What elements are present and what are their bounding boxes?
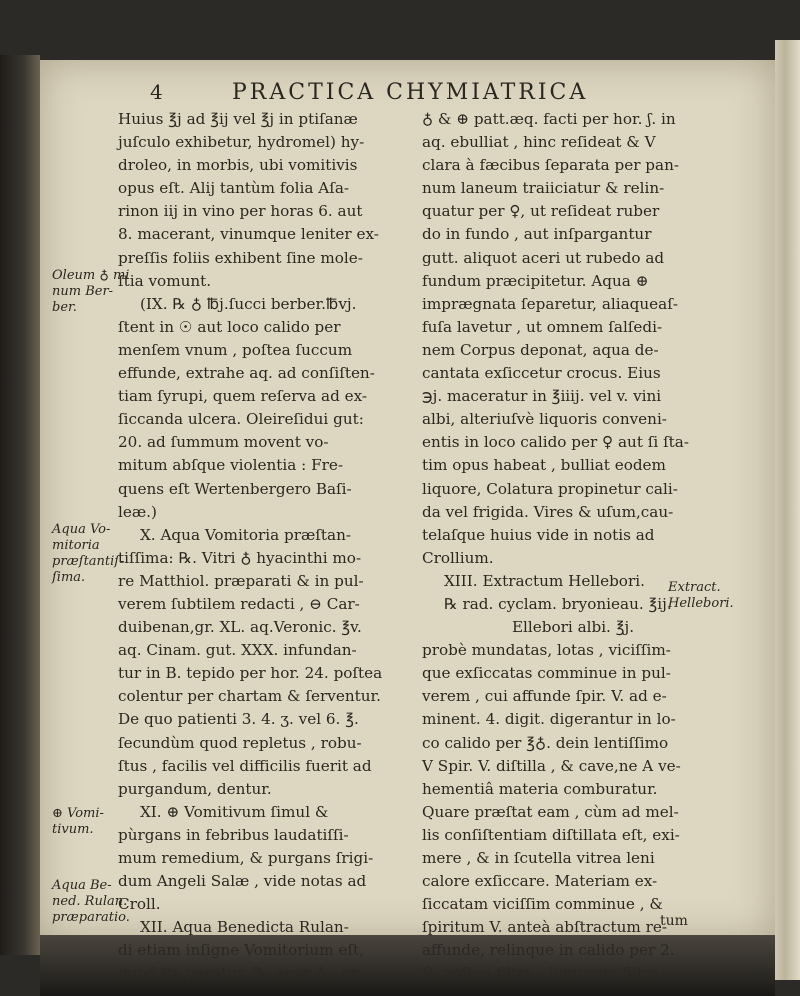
text-line: ſiccatam viciſſim comminue , & xyxy=(422,895,663,914)
margin-note-line: Aqua Vo- xyxy=(52,522,111,537)
margin-note-line: præparatio. xyxy=(52,910,130,925)
text-line: opus eſt. Alij tantùm folia Aſa- xyxy=(118,179,350,198)
text-line: purgandum, dentur. xyxy=(118,779,272,798)
text-line: da vel frigida. Vires & uſum,cau- xyxy=(422,502,674,521)
text-line: droleo, in morbis, ubi vomitivis xyxy=(118,156,358,175)
text-line: co calido per ℥♁. dein lentiſſimo xyxy=(422,733,669,752)
text-line: mere , & in ſcutella vitrea leni xyxy=(422,849,655,867)
text-line: cantata exſiccetur crocus. Eius xyxy=(422,364,661,383)
text-line: ſtent in ☉ aut loco calido per xyxy=(118,317,341,336)
text-line: affunde, relinque in calido per 2. xyxy=(422,941,675,960)
page-edge xyxy=(775,40,800,980)
text-line: ♀, poſtea filtra , liquorem filtra- xyxy=(422,964,665,983)
book-gutter-shadow xyxy=(0,55,40,955)
text-line: verem , cui affunde ſpir. V. ad e- xyxy=(422,687,667,706)
text-line: albi, alteriuſvè liquoris conveni- xyxy=(422,410,667,429)
text-line: Croll. xyxy=(118,895,161,914)
text-line: XI. ⊕ Vomitivum ſimul & xyxy=(140,802,329,821)
margin-note-line: Hellebori. xyxy=(668,596,734,611)
text-line: 20. ad ſummum movent vo- xyxy=(118,433,329,452)
text-line: ℈j. maceratur in ℥iiij. vel v. vini xyxy=(422,387,662,406)
text-line: re Matthiol. præparati & in pul- xyxy=(118,571,364,590)
text-line: calore exſiccare. Materiam ex- xyxy=(422,872,658,891)
page-number: 4 xyxy=(150,80,166,104)
text-line: De quo patienti 3. 4. ʒ. vel 6. ℥. xyxy=(118,710,359,729)
margin-note-line: ⊕ Vomi- xyxy=(52,806,104,821)
text-line: imprægnata ſeparetur, aliaqueaſ- xyxy=(422,294,678,313)
text-line: aq. Cinam. gut. XXX. infundan- xyxy=(118,641,357,660)
text-line: tiam ſyrupi, quem reſerva ad ex- xyxy=(118,387,368,406)
text-line: nem Corpus deponat, aqua de- xyxy=(422,340,659,359)
margin-note-line: num Ber- xyxy=(52,284,114,299)
margin-note-aqua-benedicta xyxy=(52,878,130,926)
text-line: quens eſt Wertenbergero Baſi- xyxy=(118,479,352,498)
text-line: entis in loco calido per ♀ aut ſi ſta- xyxy=(422,433,689,452)
text-line: ſtia vomunt. xyxy=(118,271,212,290)
margin-note-line: Oleum ♁ mi xyxy=(52,268,130,283)
text-line: fuſa lavetur , ut omnem ſalſedi- xyxy=(422,317,663,336)
margin-note-line: mitoria xyxy=(52,538,100,553)
margin-note-line: Aqua Be- xyxy=(52,878,112,893)
text-line: telaſque huius vide in notis ad xyxy=(422,525,655,544)
text-line: colentur per chartam & ſerventur. xyxy=(118,687,381,706)
text-line: juſculo exhibetur, hydromel) hy- xyxy=(118,133,365,152)
text-line: lis conſiſtentiam diſtillata eſt, exi- xyxy=(422,825,680,844)
text-line: 8. macerant, vinumque leniter ex- xyxy=(118,225,379,244)
text-line: ſtus , facilis vel difficilis fuerit ad xyxy=(118,756,372,775)
text-line: mitum abſque violentia : Fre- xyxy=(118,456,344,475)
text-line: aq. ebulliat , hinc reſideat & V xyxy=(422,133,656,152)
text-line: Quare præſtat eam , cùm ad mel- xyxy=(422,802,679,821)
margin-note-vomitivum xyxy=(52,806,104,838)
margin-note-extract-hellebori xyxy=(668,580,734,612)
left-text-column xyxy=(118,108,383,986)
text-line: ℞ rad. cyclam. bryonieau. ℥ij. xyxy=(444,594,672,613)
text-line: V Spir. V. diſtilla , & cave,ne A ve- xyxy=(422,756,681,775)
text-line: tiſſima: ℞. Vitri ♁ hyacinthi mo- xyxy=(118,548,362,567)
text-line: hementiâ materia comburatur. xyxy=(422,779,658,798)
text-line: minent. 4. digit. digerantur in lo- xyxy=(422,710,676,729)
text-line: Huius ℥j ad ℥ij vel ℥j in ptiſanæ xyxy=(118,110,358,128)
margin-note-line: Extract. xyxy=(668,580,721,595)
margin-note-line: ſima. xyxy=(52,570,86,585)
text-line: clara à fæcibus ſeparata per pan- xyxy=(422,156,680,175)
margin-note-line: ned. Rulan. xyxy=(52,894,128,909)
text-line: preſſis foliis exhibent ſine mole- xyxy=(118,248,363,267)
text-line: pùrgans in febribus laudatiſſi- xyxy=(118,825,349,844)
text-line: quatur per ♀, ut reſideat ruber xyxy=(422,202,660,221)
margin-note-line: ber. xyxy=(52,300,77,315)
right-text-column xyxy=(422,108,724,986)
page-header xyxy=(150,80,770,106)
text-line: rinon iij in vino per horas 6. aut xyxy=(118,202,363,221)
text-line: XIII. Extractum Hellebori. xyxy=(444,571,645,590)
margin-note-aqua-vomitoria xyxy=(52,522,124,586)
text-line: mum remedium, & purgans ſrigi- xyxy=(118,849,374,867)
text-line: Ellebori albi. ℥j. xyxy=(511,618,635,637)
margin-note-line: præſtantiſ- xyxy=(52,554,124,569)
text-line: que exſiccatas comminue in pul- xyxy=(422,664,671,683)
text-line: gutt. aliquot aceri ut rubedo ad xyxy=(422,248,665,267)
text-line: liquore, Colatura propinetur cali- xyxy=(422,479,678,498)
text-line: num laneum traiiciatur & relin- xyxy=(422,179,665,198)
text-line: fundum præcipitetur. Aqua ⊕ xyxy=(422,271,649,290)
text-line: ♁ & ⊕ patt.æq. facti per hor. ʃ. in xyxy=(422,110,676,128)
text-line: ſecundùm quod repletus , robu- xyxy=(118,733,362,752)
text-line: di etiam inſigne Vomitorium eſt, xyxy=(118,941,364,960)
text-line: ſpiritum V. anteà abſtractum re- xyxy=(422,918,668,937)
text-line: ſiccanda ulcera. Oleireſidui gut: xyxy=(118,410,364,429)
text-line: tim opus habeat , bulliat eodem xyxy=(422,456,666,475)
text-line: X. Aqua Vomitoria præſtan- xyxy=(140,525,351,544)
text-line: (IX. ℞ ♁ ℔j.ſucci berber.℔vj. xyxy=(140,294,357,313)
text-line: effunde, extrahe aq. ad conſiſten- xyxy=(118,364,375,383)
text-line: Crollium. xyxy=(422,548,494,567)
text-line: duibenan,gr. XL. aq.Veronic. ℥v. xyxy=(118,618,362,637)
text-line: dum Angeli Salæ , vide notas ad xyxy=(118,872,367,891)
text-line: tur in B. tepido per hor. 24. poſtea xyxy=(118,664,383,683)
margin-note-line: tivum. xyxy=(52,822,94,837)
text-line: leæ.) xyxy=(118,502,157,521)
catchword: tum xyxy=(660,913,688,929)
text-line: menſem vnum , poſtea ſuccum xyxy=(118,340,353,359)
text-line: verem ſubtilem redacti , ⊖ Car- xyxy=(118,594,360,613)
text-line: quod ita paratur. ℞. epar ♁ ; ex xyxy=(118,964,359,983)
text-line: XII. Aqua Benedicta Rulan- xyxy=(140,918,349,937)
text-line: do in fundo , aut inſpargantur xyxy=(422,225,652,244)
running-title: PRACTICA CHYMIATRICA xyxy=(232,80,589,105)
margin-note-oleum xyxy=(52,268,129,316)
text-line: probè mundatas, lotas , viciſſim- xyxy=(422,641,671,660)
